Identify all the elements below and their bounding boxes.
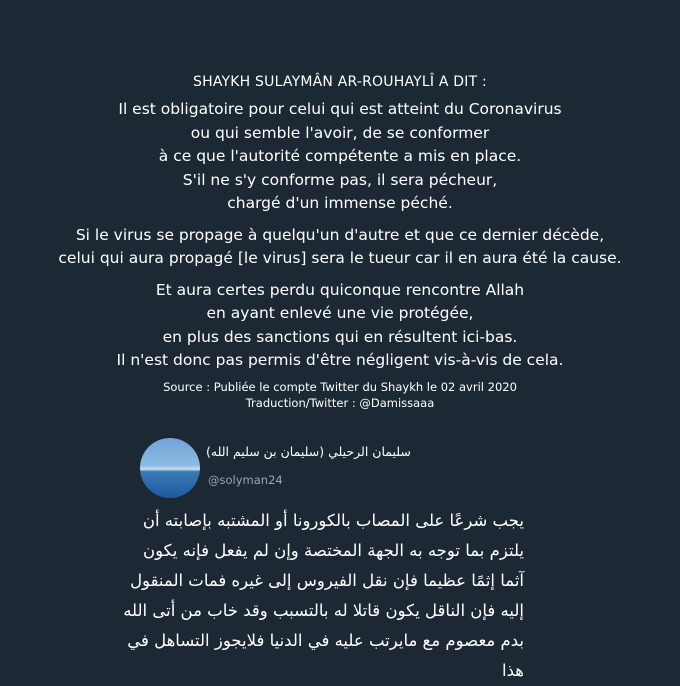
quote-block	[0, 72, 680, 411]
quote-paragraph-2	[0, 224, 680, 271]
tweet-line: هذا	[502, 661, 524, 680]
tweet-handle[interactable]: @solyman24	[208, 473, 283, 487]
quote-line: à ce que l'autorité compétente a mis en place.	[158, 147, 522, 165]
tweet-line: يجب شرعًا على المصاب بالكورونا أو المشتبه بإصابته أن	[142, 511, 524, 530]
quote-line: Il n'est donc pas permis d'être négligent vis-à-vis de cela.	[116, 351, 564, 369]
quote-heading: SHAYKH SULAYMÂN AR-ROUHAYLÎ A DIT :	[193, 74, 487, 90]
tweet-header	[140, 438, 540, 498]
quote-line: ou qui semble l'avoir, de se conformer	[190, 123, 490, 142]
source-note: Source : Publiée le compte Twitter du Shaykh le 02 avril 2020	[163, 379, 517, 394]
tweet-line: إليه فإن الناقل يكون قاتلا له بالتسبب وقد خاب من أتى الله	[123, 601, 524, 620]
quote-paragraph-3	[0, 279, 680, 373]
translation-credit: Traduction/Twitter : @Damissaaa	[245, 395, 435, 410]
quote-line: en ayant enlevé une vie protégée,	[206, 304, 474, 322]
tweet-display-name[interactable]: سليمان الرحيلي (سليمان بن سليم الله)	[206, 444, 411, 459]
quote-line: Et aura certes perdu quiconque rencontre Allah	[155, 280, 525, 299]
tweet-card	[123, 438, 540, 680]
avatar[interactable]	[140, 438, 200, 498]
quote-line: Il est obligatoire pour celui qui est atteint du Coronavirus	[118, 100, 562, 118]
tweet-line: بدم معصوم مع مايرتب عليه في الدنيا فلايجوز التساهل في	[127, 631, 524, 650]
quote-line: S'il ne s'y conforme pas, il sera pécheur,	[182, 170, 498, 189]
tweet-line: آثما إثمًا عظيما فإن نقل الفيروس إلى غيره فمات المنقول	[130, 571, 524, 590]
credits	[0, 379, 680, 411]
quote-paragraph-1	[0, 98, 680, 216]
quote-line: Si le virus se propage à quelqu'un d'autre et que ce dernier décède,	[75, 225, 605, 244]
quote-line: celui qui aura propagé [le virus] sera le tueur car il en aura été la cause.	[58, 249, 622, 267]
quote-line: chargé d'un immense péché.	[227, 194, 453, 212]
tweet-body	[123, 506, 524, 686]
tweet-line: يلتزم بما توجه به الجهة المختصة وإن لم يفعل فإنه يكون	[143, 541, 524, 560]
quote-line: en plus des sanctions qui en résultent ici-bas.	[162, 327, 518, 346]
